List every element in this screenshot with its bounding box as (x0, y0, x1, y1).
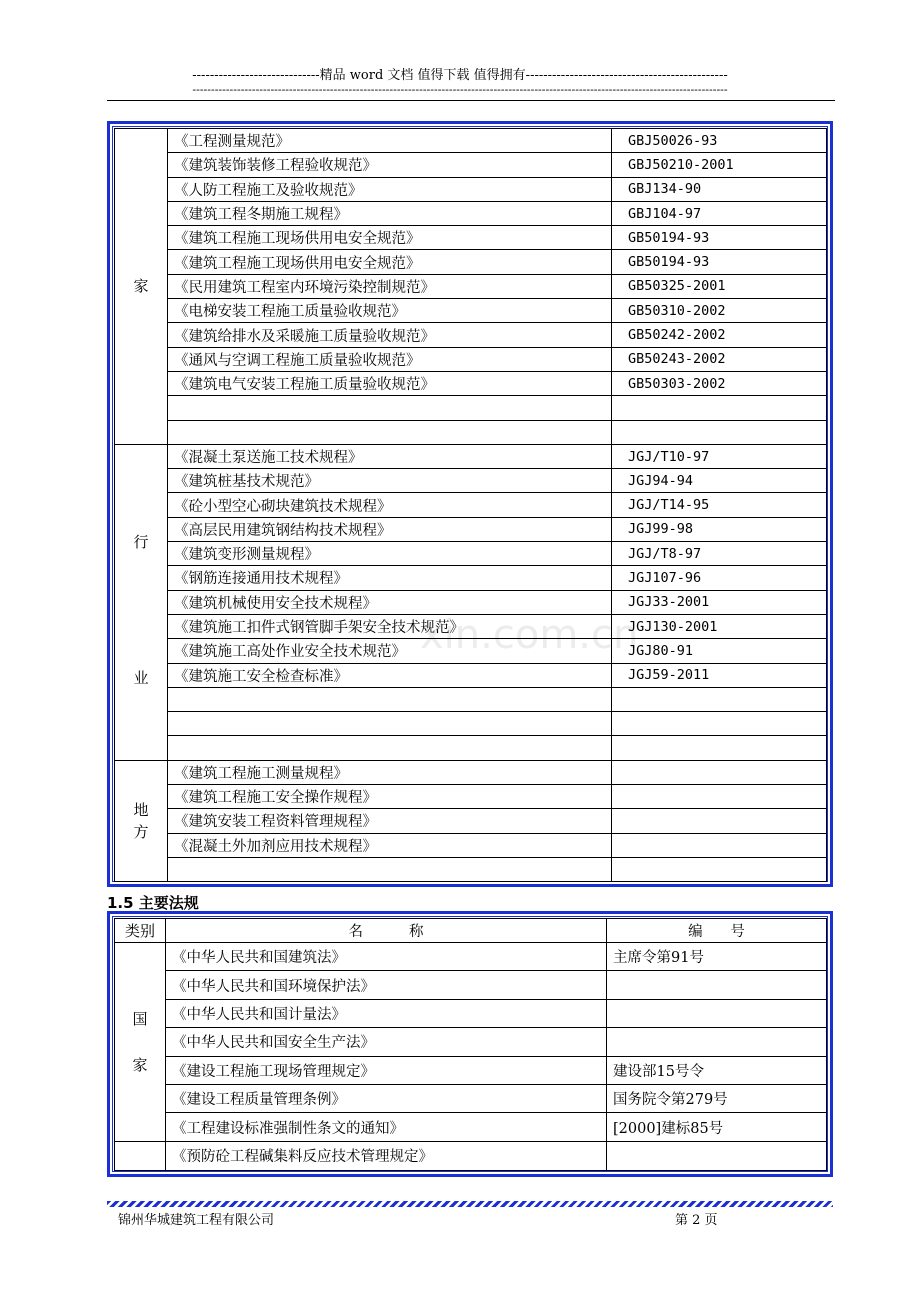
table-header-row (115, 919, 827, 943)
regulation-name: 《中华人民共和国计量法》 (166, 999, 607, 1027)
standard-name: 《建筑安装工程资料管理规程》 (168, 809, 612, 833)
standard-code (612, 785, 827, 809)
standard-name: 《建筑给排水及采暖施工质量验收规范》 (168, 323, 612, 347)
category-cell (115, 129, 168, 445)
standard-code: GB50325-2001 (612, 274, 827, 298)
page-header-rule-text: ------------------------------------------------------------------------------------------------------------------------------------------------ (192, 83, 728, 96)
standard-name (168, 736, 612, 760)
header-category: 类别 (115, 919, 166, 943)
table-row (115, 250, 827, 274)
table-row (115, 639, 827, 663)
table-row (115, 1056, 827, 1084)
standard-code (612, 809, 827, 833)
table-row (115, 809, 827, 833)
standard-name: 《建筑工程冬期施工规程》 (168, 201, 612, 225)
table-row (115, 153, 827, 177)
standard-name: 《建筑工程施工现场供用电安全规范》 (168, 226, 612, 250)
regulation-name: 《建设工程质量管理条例》 (166, 1084, 607, 1112)
regulations-table-frame (107, 911, 833, 1177)
table-row (115, 614, 827, 638)
standard-code: GBJ50210-2001 (612, 153, 827, 177)
standard-name: 《砼小型空心砌块建筑技术规程》 (168, 493, 612, 517)
standard-name: 《建筑装饰装修工程验收规范》 (168, 153, 612, 177)
table-row (115, 971, 827, 999)
standard-code (612, 687, 827, 711)
table-row (115, 299, 827, 323)
table-row (115, 943, 827, 971)
category-char: 方 (133, 822, 149, 841)
footer-divider (107, 1201, 833, 1207)
table-row (115, 760, 827, 784)
table-row (115, 687, 827, 711)
standard-code: GB50243-2002 (612, 347, 827, 371)
regulation-code (607, 1141, 827, 1170)
table-row (115, 469, 827, 493)
table-row (115, 493, 827, 517)
standard-name: 《建筑桩基技术规范》 (168, 469, 612, 493)
standard-code (612, 712, 827, 736)
regulation-code: 建设部15号令 (607, 1056, 827, 1084)
standard-code: JGJ130-2001 (612, 614, 827, 638)
category-cell (115, 1141, 166, 1170)
standard-name: 《电梯安装工程施工质量验收规范》 (168, 299, 612, 323)
table-row (115, 1113, 827, 1141)
category-char: 家 (132, 1055, 148, 1074)
header-divider (107, 100, 835, 101)
table-row (115, 177, 827, 201)
category-char: 家 (133, 277, 149, 296)
standard-code: JGJ/T8-97 (612, 542, 827, 566)
standard-code: JGJ33-2001 (612, 590, 827, 614)
regulations-table (114, 918, 827, 1171)
standard-name: 《建筑工程施工现场供用电安全规范》 (168, 250, 612, 274)
regulation-code: 主席令第91号 (607, 943, 827, 971)
table-row (115, 590, 827, 614)
table-row (115, 396, 827, 420)
regulation-code (607, 1028, 827, 1056)
standard-name: 《建筑电气安装工程施工质量验收规范》 (168, 371, 612, 395)
table-row (115, 274, 827, 298)
standards-table (114, 128, 827, 882)
standard-name: 《建筑施工高处作业安全技术规范》 (168, 639, 612, 663)
regulation-name: 《中华人民共和国环境保护法》 (166, 971, 607, 999)
category-cell (115, 943, 166, 1142)
standard-code (612, 833, 827, 857)
section-title: 1.5 主要法规 (107, 894, 199, 912)
watermark: xin.com.cn (420, 612, 639, 658)
standard-code: JGJ80-91 (612, 639, 827, 663)
table-row (115, 371, 827, 395)
header-name: 名 称 (166, 919, 607, 943)
table-row (115, 1141, 827, 1170)
regulation-name: 《工程建设标准强制性条文的通知》 (166, 1113, 607, 1141)
table-row (115, 663, 827, 687)
table-row (115, 833, 827, 857)
standard-name (168, 857, 612, 881)
standard-code: GB50242-2002 (612, 323, 827, 347)
table-row (115, 857, 827, 881)
footer-company: 锦州华城建筑工程有限公司 (118, 1213, 275, 1228)
standard-code: GB50310-2002 (612, 299, 827, 323)
regulation-name: 《建设工程施工现场管理规定》 (166, 1056, 607, 1084)
category-cell (115, 760, 168, 881)
standard-name (168, 687, 612, 711)
table-row (115, 347, 827, 371)
standards-table-frame (107, 121, 833, 887)
standard-name: 《高层民用建筑钢结构技术规程》 (168, 517, 612, 541)
standard-code (612, 420, 827, 444)
footer-page-number: 第 2 页 (675, 1213, 718, 1228)
category-char: 国 (132, 1009, 148, 1028)
standard-name: 《钢筋连接通用技术规程》 (168, 566, 612, 590)
standard-name (168, 712, 612, 736)
table-row (115, 517, 827, 541)
standard-name: 《通风与空调工程施工质量验收规范》 (168, 347, 612, 371)
standard-name (168, 420, 612, 444)
table-row (115, 201, 827, 225)
standard-name: 《建筑变形测量规程》 (168, 542, 612, 566)
standard-code (612, 396, 827, 420)
table-row (115, 736, 827, 760)
table-row (115, 566, 827, 590)
category-char: 地 (133, 800, 149, 819)
regulation-code (607, 999, 827, 1027)
table-row (115, 542, 827, 566)
category-char: 行 (133, 532, 149, 551)
regulation-code (607, 971, 827, 999)
page-header-banner: -----------------------------精品 word 文档 值得下载 值得拥有---------------------------------------------- (192, 68, 728, 83)
standard-code: JGJ/T14-95 (612, 493, 827, 517)
table-row (115, 444, 827, 468)
standard-name: 《民用建筑工程室内环境污染控制规范》 (168, 274, 612, 298)
standard-name: 《混凝土外加剂应用技术规程》 (168, 833, 612, 857)
regulation-name: 《预防砼工程碱集料反应技术管理规定》 (166, 1141, 607, 1170)
table-row (115, 1084, 827, 1112)
standard-code: JGJ107-96 (612, 566, 827, 590)
standard-code: GBJ104-97 (612, 201, 827, 225)
table-row (115, 129, 827, 153)
standard-name: 《建筑机械使用安全技术规程》 (168, 590, 612, 614)
standard-code: GB50194-93 (612, 250, 827, 274)
standard-code (612, 760, 827, 784)
table-row (115, 1028, 827, 1056)
category-cell (115, 444, 168, 760)
standard-code: JGJ99-98 (612, 517, 827, 541)
regulation-code: 国务院令第279号 (607, 1084, 827, 1112)
standard-code: GB50194-93 (612, 226, 827, 250)
standard-name: 《混凝土泵送施工技术规程》 (168, 444, 612, 468)
table-row (115, 420, 827, 444)
standard-name: 《建筑施工扣件式钢管脚手架安全技术规范》 (168, 614, 612, 638)
standard-code: JGJ59-2011 (612, 663, 827, 687)
standard-code: GBJ50026-93 (612, 129, 827, 153)
table-row (115, 999, 827, 1027)
standard-code: GB50303-2002 (612, 371, 827, 395)
standard-code (612, 736, 827, 760)
standard-name (168, 396, 612, 420)
table-row (115, 712, 827, 736)
regulation-name: 《中华人民共和国安全生产法》 (166, 1028, 607, 1056)
table-row (115, 226, 827, 250)
regulation-name: 《中华人民共和国建筑法》 (166, 943, 607, 971)
standard-name: 《工程测量规范》 (168, 129, 612, 153)
table-row (115, 785, 827, 809)
standard-name: 《建筑工程施工安全操作规程》 (168, 785, 612, 809)
regulation-code: [2000]建标85号 (607, 1113, 827, 1141)
standard-code (612, 857, 827, 881)
standard-name: 《建筑工程施工测量规程》 (168, 760, 612, 784)
standard-name: 《建筑施工安全检查标准》 (168, 663, 612, 687)
header-code: 编 号 (607, 919, 827, 943)
table-row (115, 323, 827, 347)
category-char: 业 (133, 668, 149, 687)
standard-code: JGJ/T10-97 (612, 444, 827, 468)
standard-name: 《人防工程施工及验收规范》 (168, 177, 612, 201)
standard-code: JGJ94-94 (612, 469, 827, 493)
standard-code: GBJ134-90 (612, 177, 827, 201)
